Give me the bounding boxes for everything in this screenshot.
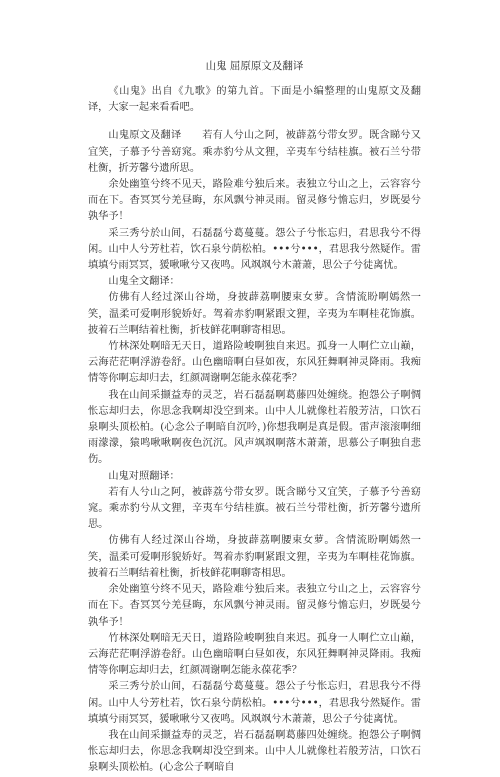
- full-translation-heading: 山鬼全文翻译：: [108, 276, 180, 288]
- original-text-paragraph-2: 余处幽篁兮终不见天，路险难兮独后来。表独立兮山之上，云容容兮而在下。杳冥冥兮羌昼晦，东风飘兮神灵雨。留灵修兮憺忘归，岁既晏兮孰华予！: [88, 179, 421, 223]
- parallel-original-3: 采三秀兮於山间，石磊磊兮葛蔓蔓。怨公子兮怅忘归，君思我兮不得闲。山中人兮芳杜若，饮石泉兮荫松柏。•••兮•••，君思我兮然疑作。雷填填兮雨冥冥，猨啾啾兮又夜鸣。风飒飒兮木萧萧，思公子兮徒离忧。: [88, 681, 421, 725]
- original-text-paragraph-1: 山鬼原文及翻译 若有人兮山之阿，被薜荔兮带女罗。既含睇兮又宜笑，子慕予兮善窈窕。乘赤豹兮从文狸，辛夷车兮结桂旗。被石兰兮带杜衡，折芳馨兮遗所思。: [88, 130, 421, 174]
- parallel-original-2: 余处幽篁兮终不见天，路险难兮独后来。表独立兮山之上，云容容兮而在下。杳冥冥兮羌昼晦，东风飘兮神灵雨。留灵修兮憺忘归，岁既晏兮孰华予！: [88, 584, 421, 628]
- document-title: 山鬼 屈原原文及翻译: [205, 60, 304, 72]
- parallel-translation-3: 我在山间采撷益寿的灵芝，岩石磊磊啊葛藤四处缠绕。抱怨公子啊惆怅忘却归去，你思念我啊却没空到来。山中人儿就像杜若般芳洁，口饮石泉啊头顶松柏。(心念公子啊暗自: [88, 729, 421, 774]
- parallel-original-1: 若有人兮山之阿，被薜荔兮带女罗。既含睇兮又宜笑，子慕予兮善窈窕。乘赤豹兮从文狸，辛夷车兮结桂旗。被石兰兮带杜衡，折芳馨兮遗所思。: [88, 486, 421, 531]
- parallel-translation-2: 竹林深处啊暗无天日，道路险峻啊独自来迟。孤身一人啊伫立山巅，云海茫茫啊浮游卷舒。山色幽暗啊白昼如夜，东风狂舞啊神灵降雨。我痴情等你啊忘却归去，红颜凋谢啊怎能永葆花季？: [88, 632, 421, 677]
- translation-paragraph-3: 我在山间采撷益寿的灵芝，岩石磊磊啊葛藤四处缠绕。抱怨公子啊惆怅忘却归去，你思念我啊却没空到来。山中人儿就像杜若般芳洁，口饮石泉啊头顶松柏。(心念公子啊暗自沉吟，)你想我啊是真是假。雷声滚滚啊细雨濛濛，猿鸣啾啾啊夜色沉沉。风声飒飒啊落木萧萧，思慕公子啊独自悲伤。: [88, 389, 421, 466]
- original-text-paragraph-3: 采三秀兮於山间，石磊磊兮葛蔓蔓。怨公子兮怅忘归，君思我兮不得闲。山中人兮芳杜若，饮石泉兮荫松柏。•••兮•••，君思我兮然疑作。雷填填兮雨冥冥，猨啾啾兮又夜鸣。风飒飒兮木萧萧，思公子兮徒离忧。: [88, 227, 421, 272]
- translation-paragraph-1: 仿佛有人经过深山谷坳，身披薜荔啊腰束女萝。含情流盼啊嫣然一笑，温柔可爱啊形貌娇好。驾着赤豹啊紧跟文狸，辛夷为车啊桂花饰旗。披着石兰啊结着杜衡，折枝鲜花啊聊寄相思。: [88, 292, 421, 336]
- translation-paragraph-2: 竹林深处啊暗无天日，道路险峻啊独自来迟。孤身一人啊伫立山巅，云海茫茫啊浮游卷舒。山色幽暗啊白昼如夜，东风狂舞啊神灵降雨。我痴情等你啊忘却归去，红颜凋谢啊怎能永葆花季？: [88, 341, 421, 385]
- parallel-translation-1: 仿佛有人经过深山谷坳，身披薜荔啊腰束女萝。含情流盼啊嫣然一笑，温柔可爱啊形貌娇好。驾着赤豹啊紧跟文狸，辛夷为车啊桂花饰旗。披着石兰啊结着杜衡，折枝鲜花啊聊寄相思。: [88, 535, 421, 579]
- paragraph-gap: [88, 116, 421, 128]
- parallel-translation-heading: 山鬼对照翻译：: [108, 470, 180, 482]
- intro-paragraph: 《山鬼》出自《九歌》的第九首。下面是小编整理的山鬼原文及翻译，大家一起来看看吧。: [88, 86, 421, 114]
